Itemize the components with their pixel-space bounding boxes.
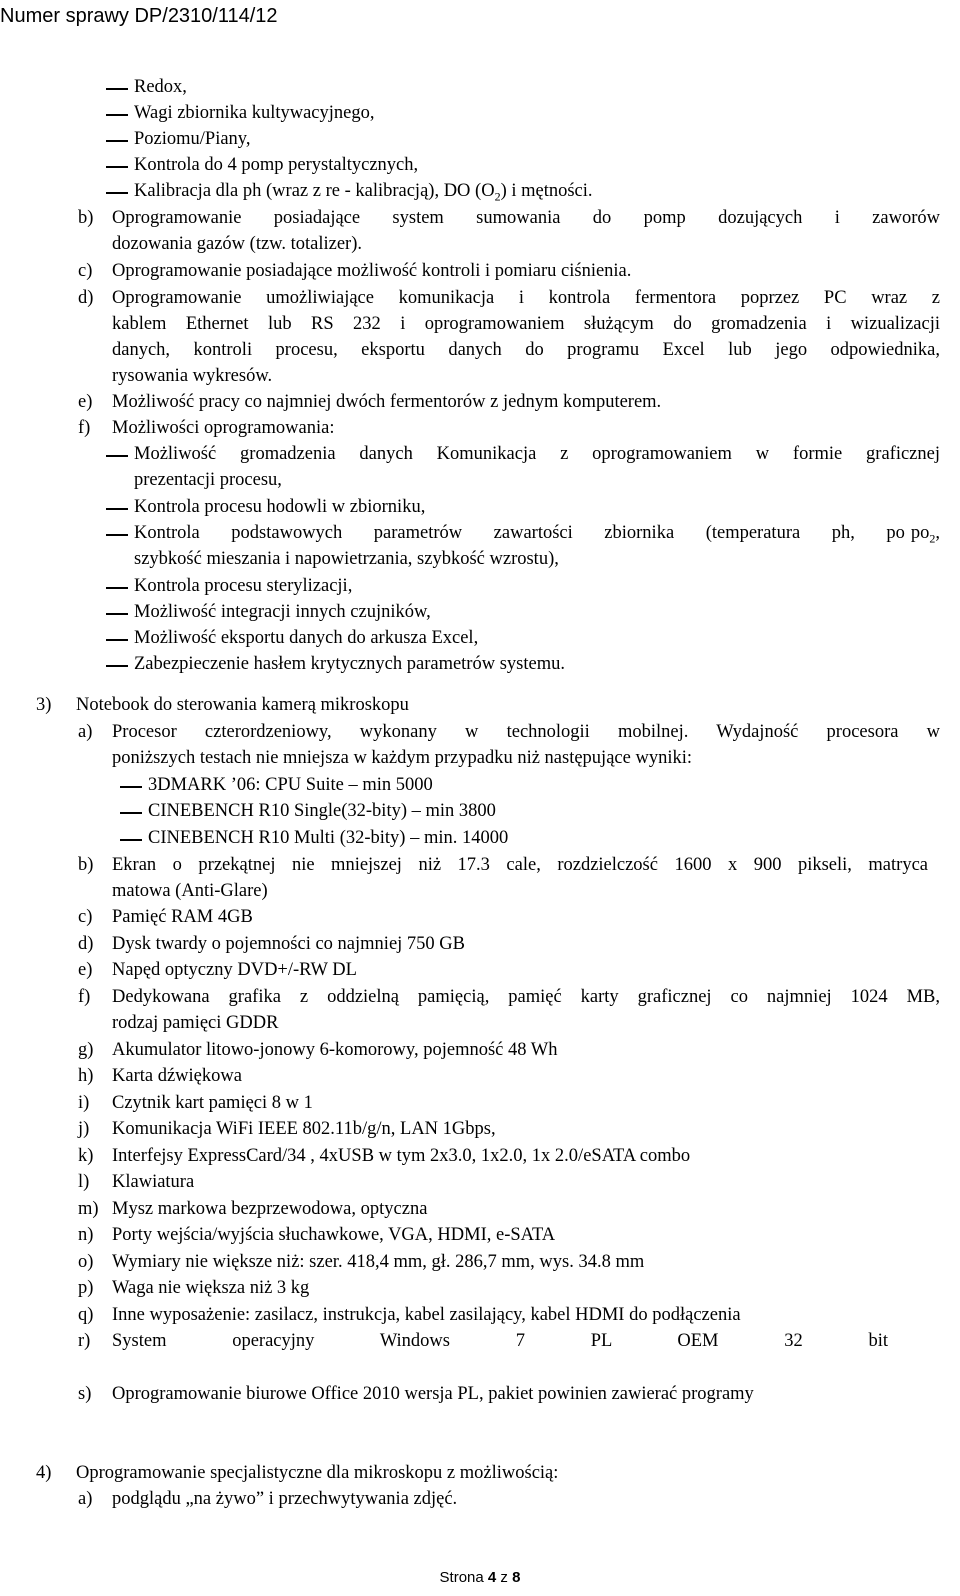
item-letter: j) xyxy=(78,1119,90,1139)
list-item xyxy=(134,178,593,204)
paragraph-line: poniższych testach nie mniejsza w każdym przypadku niż następujące wyniki: xyxy=(112,748,692,768)
item-letter: b) xyxy=(78,855,94,875)
paragraph-line: Procesor czterordzeniowy, wykonany w technologii mobilnej. Wydajność procesora w xyxy=(112,722,940,742)
dash-bullet xyxy=(106,613,128,615)
paragraph-line: Interfejsy ExpressCard/34 , 4xUSB w tym 2x3.0, 1x2.0, 1x 2.0/eSATA combo xyxy=(112,1146,691,1166)
text: ) i mętności. xyxy=(500,181,593,201)
paragraph-line: Mysz markowa bezprzewodowa, optyczna xyxy=(112,1199,428,1219)
paragraph-line: Ekran o przekątnej nie mniejszej niż 17.3 cale, rozdzielczość 1600 x 900 pikseli, matryca xyxy=(112,855,928,875)
paragraph-line: Waga nie większa niż 3 kg xyxy=(112,1278,310,1298)
page-separator: z xyxy=(496,1569,513,1586)
total-pages: 8 xyxy=(512,1569,521,1586)
list-item: Zabezpieczenie hasłem krytycznych parametrów systemu. xyxy=(134,654,565,674)
item-letter: f) xyxy=(78,418,91,438)
dash-bullet xyxy=(120,839,142,841)
item-letter: c) xyxy=(78,907,93,927)
paragraph-line: matowa (Anti-Glare) xyxy=(112,881,268,901)
item-letter: f) xyxy=(78,987,91,1007)
paragraph-line: Oprogramowanie umożliwiające komunikacja i kontrola fermentora poprzez PC wraz z xyxy=(112,288,940,308)
item-letter: c) xyxy=(78,261,93,281)
list-item: Poziomu/Piany, xyxy=(134,129,251,149)
paragraph-line: Czytnik kart pamięci 8 w 1 xyxy=(112,1093,313,1113)
paragraph-line: Wymiary nie większe niż: szer. 418,4 mm, gł. 286,7 mm, wys. 34.8 mm xyxy=(112,1252,645,1272)
list-item: Możliwość integracji innych czujników, xyxy=(134,602,431,622)
paragraph-line: danych, kontroli procesu, eksportu danych do programu Excel lub jego odpowiednika, xyxy=(112,340,940,360)
text: Kalibracja dla ph (wraz z re - kalibracją), DO (O xyxy=(134,181,495,201)
list-item: Kontrola procesu sterylizacji, xyxy=(134,576,353,596)
paragraph-line: podglądu „na żywo” i przechwytywania zdjęć. xyxy=(112,1489,458,1509)
text: , xyxy=(935,523,940,543)
item-letter: a) xyxy=(78,722,93,742)
list-item: Wagi zbiornika kultywacyjnego, xyxy=(134,103,375,123)
item-letter: e) xyxy=(78,960,93,980)
dash-bullet xyxy=(106,455,128,457)
dash-bullet xyxy=(106,88,128,90)
benchmark-item: 3DMARK ’06: CPU Suite – min 5000 xyxy=(148,775,433,795)
item-letter: g) xyxy=(78,1040,94,1060)
item-letter: o) xyxy=(78,1252,94,1272)
dash-bullet xyxy=(106,508,128,510)
item-letter: a) xyxy=(78,1489,93,1509)
dash-bullet xyxy=(106,534,128,536)
list-item xyxy=(134,520,940,546)
paragraph-line: Pamięć RAM 4GB xyxy=(112,907,253,927)
list-item: Kontrola procesu hodowli w zbiorniku, xyxy=(134,497,426,517)
section-number: 4) xyxy=(36,1463,52,1483)
item-letter: p) xyxy=(78,1278,94,1298)
dash-bullet xyxy=(106,114,128,116)
item-letter: k) xyxy=(78,1146,94,1166)
dash-bullet xyxy=(120,812,142,814)
paragraph-line: Napęd optyczny DVD+/-RW DL xyxy=(112,960,357,980)
paragraph-line: System operacyjny Windows 7 PL OEM 32 bit xyxy=(112,1331,888,1351)
item-letter: d) xyxy=(78,288,94,308)
dash-bullet xyxy=(106,166,128,168)
paragraph-line: Oprogramowanie posiadające możliwość kontroli i pomiaru ciśnienia. xyxy=(112,261,632,281)
item-letter: l) xyxy=(78,1172,90,1192)
dash-bullet xyxy=(120,786,142,788)
item-letter: r) xyxy=(78,1331,91,1351)
paragraph-line: kablem Ethernet lub RS 232 i oprogramowaniem służącym do gromadzenia i wizualizacji xyxy=(112,314,940,334)
item-letter: s) xyxy=(78,1384,92,1404)
paragraph-line: rysowania wykresów. xyxy=(112,366,273,386)
item-letter: q) xyxy=(78,1305,94,1325)
paragraph-line: Możliwości oprogramowania: xyxy=(112,418,335,438)
paragraph-line: Komunikacja WiFi IEEE 802.11b/g/n, LAN 1Gbps, xyxy=(112,1119,496,1139)
dash-bullet xyxy=(106,140,128,142)
item-letter: h) xyxy=(78,1066,94,1086)
paragraph-line: Porty wejścia/wyjścia słuchawkowe, VGA, HDMI, e-SATA xyxy=(112,1225,556,1245)
paragraph-line: Karta dźwiękowa xyxy=(112,1066,242,1086)
list-item: Kontrola do 4 pomp perystaltycznych, xyxy=(134,155,419,175)
dash-bullet xyxy=(106,587,128,589)
paragraph-line: Inne wyposażenie: zasilacz, instrukcja, kabel zasilający, kabel HDMI do podłączenia xyxy=(112,1305,741,1325)
dash-bullet xyxy=(106,665,128,667)
text: po xyxy=(910,523,930,543)
subscript: 2 xyxy=(929,531,936,546)
item-letter: e) xyxy=(78,392,93,412)
item-letter: b) xyxy=(78,208,94,228)
subscript: 2 xyxy=(494,189,501,204)
list-item: szybkość mieszania i napowietrzania, szybkość wzrostu), xyxy=(134,549,559,569)
paragraph-line: Oprogramowanie biurowe Office 2010 wersja PL, pakiet powinien zawierać programy xyxy=(112,1384,754,1404)
paragraph-line: rodzaj pamięci GDDR xyxy=(112,1013,279,1033)
item-letter: m) xyxy=(78,1199,99,1219)
section-title: Oprogramowanie specjalistyczne dla mikroskopu z możliwością: xyxy=(76,1463,559,1483)
list-item: Możliwość gromadzenia danych Komunikacja z oprogramowaniem w formie graficznej xyxy=(134,444,940,464)
item-letter: i) xyxy=(78,1093,90,1113)
paragraph-line: Klawiatura xyxy=(112,1172,195,1192)
current-page: 4 xyxy=(487,1569,497,1586)
item-letter: n) xyxy=(78,1225,94,1245)
text-end xyxy=(905,520,940,546)
page-label: Strona xyxy=(439,1569,488,1586)
section-number: 3) xyxy=(36,695,52,715)
list-item: prezentacji procesu, xyxy=(134,470,282,490)
paragraph-line: Dedykowana grafika z oddzielną pamięcią, pamięć karty graficznej co najmniej 1024 MB, xyxy=(112,987,940,1007)
dash-bullet xyxy=(106,192,128,194)
dash-bullet xyxy=(106,639,128,641)
paragraph-line: dozowania gazów (tzw. totalizer). xyxy=(112,234,362,254)
item-letter: d) xyxy=(78,934,94,954)
page-footer xyxy=(0,1568,960,1588)
list-item: Redox, xyxy=(134,77,187,97)
benchmark-item: CINEBENCH R10 Single(32-bity) – min 3800 xyxy=(148,801,496,821)
text: Kontrola podstawowych parametrów zawartości zbiornika (temperatura ph, po xyxy=(134,523,905,543)
case-number: Numer sprawy DP/2310/114/12 xyxy=(0,5,278,27)
list-item: Możliwość eksportu danych do arkusza Excel, xyxy=(134,628,479,648)
paragraph-line: Możliwość pracy co najmniej dwóch fermentorów z jednym komputerem. xyxy=(112,392,662,412)
paragraph-line: Dysk twardy o pojemności co najmniej 750 GB xyxy=(112,934,465,954)
paragraph-line: Oprogramowanie posiadające system sumowania do pomp dozujących i zaworów xyxy=(112,208,940,228)
paragraph-line: Akumulator litowo-jonowy 6-komorowy, pojemność 48 Wh xyxy=(112,1040,558,1060)
benchmark-item: CINEBENCH R10 Multi (32-bity) – min. 14000 xyxy=(148,828,509,848)
section-title: Notebook do sterowania kamerą mikroskopu xyxy=(76,695,409,715)
